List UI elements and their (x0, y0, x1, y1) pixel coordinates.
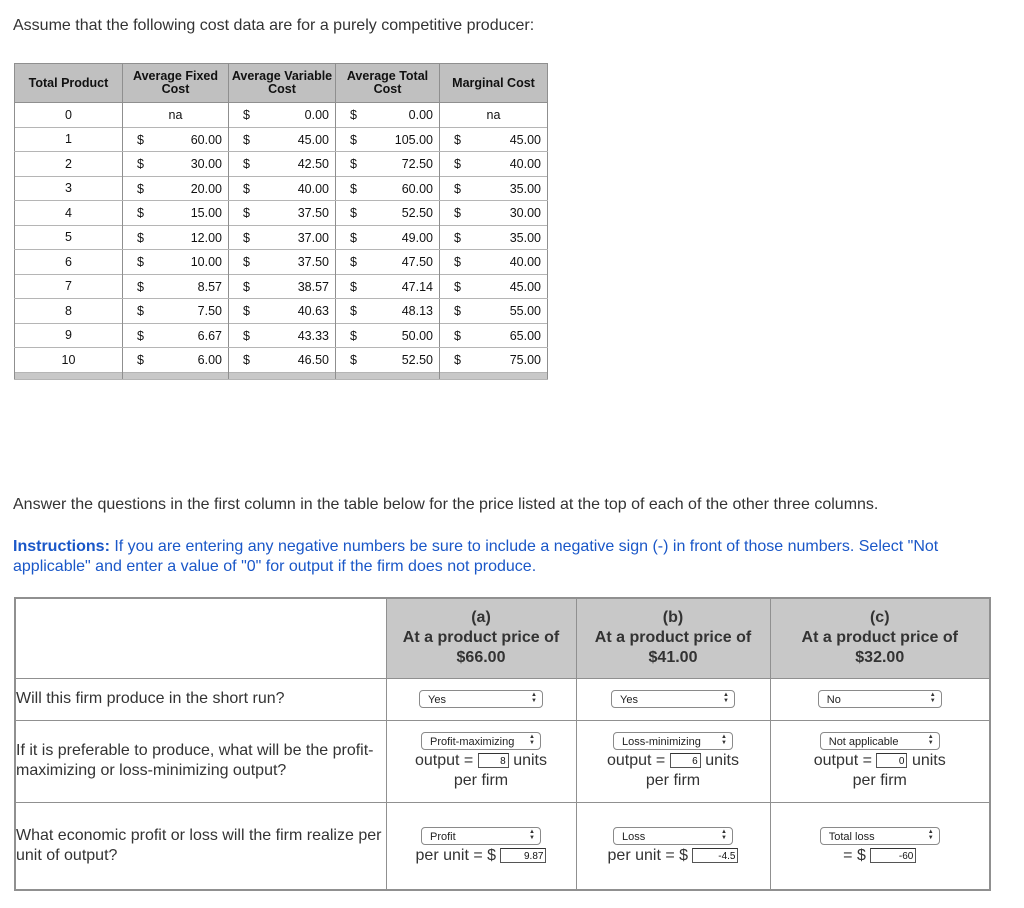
mc-cell (440, 323, 548, 348)
mc-value: 75.00 (509, 353, 541, 367)
currency-symbol: $ (350, 206, 357, 220)
header-average-fixed-cost: Average Fixed Cost (123, 64, 229, 103)
updown-arrow-icon: ▲ ▼ (529, 828, 535, 841)
avc-value: 0.00 (304, 108, 329, 122)
questions-header-row (15, 598, 990, 678)
column-a-letter: (a) (471, 609, 491, 627)
header-average-total-cost: Average Total Cost (336, 64, 440, 103)
output-input-a[interactable]: 8 (478, 753, 509, 768)
currency-symbol: $ (454, 255, 461, 269)
mc-value: 40.00 (509, 157, 541, 171)
afc-value: 20.00 (190, 181, 222, 196)
currency-symbol: $ (454, 353, 461, 367)
avc-cell (229, 103, 336, 128)
currency-symbol: $ (350, 255, 357, 269)
avc-value: 38.57 (297, 279, 329, 294)
total-product-cell: 9 (15, 323, 123, 348)
afc-value: 6.00 (197, 353, 222, 367)
column-b-price: $41.00 (648, 649, 698, 667)
answer-c-profit (770, 802, 990, 890)
answer-b-produce (576, 678, 770, 720)
questions-table (14, 597, 991, 891)
per-firm-label: per firm (852, 772, 907, 789)
profit-loss-select-c-value: Total loss (828, 830, 875, 843)
units-label: units (513, 752, 547, 769)
avc-cell (229, 176, 336, 201)
currency-symbol: $ (454, 206, 461, 220)
output-label: output = (607, 752, 666, 769)
profit-input-b[interactable]: -4.5 (692, 848, 738, 863)
currency-symbol: $ (243, 157, 250, 171)
currency-symbol: $ (350, 328, 357, 343)
cost-table-row (15, 348, 548, 373)
profit-label: per unit = $ (415, 846, 497, 864)
total-product-cell: 10 (15, 348, 123, 373)
currency-symbol: $ (137, 279, 144, 294)
questions-header-blank (15, 598, 386, 678)
atc-value: 0.00 (408, 108, 433, 122)
avc-cell (229, 152, 336, 177)
atc-cell (336, 323, 440, 348)
currency-symbol: $ (243, 206, 250, 220)
answer-c-produce (770, 678, 990, 720)
answer-b-profit (576, 802, 770, 890)
afc-cell (123, 201, 229, 226)
mc-cell (440, 127, 548, 152)
avc-value: 40.63 (297, 304, 329, 318)
cost-table-footer-row (15, 372, 548, 379)
afc-value: 15.00 (190, 206, 222, 220)
currency-symbol: $ (350, 157, 357, 171)
question-profit: What economic profit or loss will the firm realize per unit of output? (15, 802, 386, 890)
profit-line-b (577, 846, 770, 866)
atc-value: 50.00 (401, 328, 433, 343)
produce-select-c-value: No (826, 693, 841, 706)
total-product-cell: 4 (15, 201, 123, 226)
currency-symbol: $ (350, 181, 357, 196)
avc-value: 46.50 (297, 353, 329, 367)
output-input-c[interactable]: 0 (876, 753, 907, 768)
currency-symbol: $ (243, 328, 250, 343)
header-average-variable-cost: Average Variable Cost (229, 64, 336, 103)
column-c-letter: (c) (869, 609, 890, 627)
atc-cell (336, 103, 440, 128)
per-firm-label: per firm (645, 772, 701, 789)
question-row-profit (15, 802, 990, 890)
question-produce: Will this firm produce in the short run? (15, 678, 386, 720)
cost-table-row (15, 103, 548, 128)
updown-arrow-icon: ▲ ▼ (927, 828, 934, 841)
mc-cell (440, 225, 548, 250)
atc-cell (336, 250, 440, 275)
decision-select-b-value: Loss-minimizing (622, 735, 701, 748)
cost-table-row (15, 299, 548, 324)
mc-value: 55.00 (509, 304, 541, 318)
mc-value: 45.00 (509, 279, 541, 294)
total-product-cell: 2 (15, 152, 123, 177)
atc-value: 47.50 (401, 255, 433, 269)
atc-cell (336, 201, 440, 226)
currency-symbol: $ (350, 230, 357, 245)
currency-symbol: $ (243, 255, 250, 269)
currency-symbol: $ (137, 230, 144, 245)
mc-value: 40.00 (509, 255, 541, 269)
cost-table-row (15, 152, 548, 177)
atc-value: 105.00 (394, 132, 433, 147)
avc-cell (229, 299, 336, 324)
avc-value: 37.00 (297, 230, 329, 245)
cost-table-row (15, 250, 548, 275)
updown-arrow-icon: ▲ ▼ (721, 733, 727, 746)
na-value: na (168, 108, 183, 122)
afc-cell (123, 103, 229, 128)
mc-cell (440, 250, 548, 275)
instructions-body: If you are entering any negative numbers be sure to include a negative sign (-) in front of those numbers. Select "Not applicable" and enter a value of "0" for output if the firm does not produce. (13, 538, 939, 575)
currency-symbol: $ (243, 353, 250, 367)
cost-table-container (14, 63, 547, 380)
currency-symbol: $ (137, 353, 144, 367)
intro-text: Assume that the following cost data are for a purely competitive producer: (13, 17, 535, 34)
atc-cell (336, 176, 440, 201)
currency-symbol: $ (243, 181, 250, 196)
total-product-cell: 1 (15, 127, 123, 152)
currency-symbol: $ (350, 279, 357, 294)
updown-arrow-icon: ▲ ▼ (723, 691, 729, 704)
currency-symbol: $ (454, 181, 461, 196)
cost-table (14, 63, 548, 380)
column-b-letter: (b) (662, 609, 684, 627)
question-row-output (15, 720, 990, 802)
currency-symbol: $ (137, 206, 144, 220)
currency-symbol: $ (454, 304, 461, 318)
afc-value: 12.00 (190, 230, 222, 245)
currency-symbol: $ (350, 304, 357, 318)
column-b-price-line: At a product price of (594, 629, 752, 647)
atc-cell (336, 225, 440, 250)
question-output: If it is preferable to produce, what will be the profit-maximizing or loss-minimizing output? (15, 720, 386, 802)
profit-loss-select-a-value: Profit (430, 830, 456, 843)
cost-table-row (15, 225, 548, 250)
atc-value: 52.50 (401, 353, 433, 367)
updown-arrow-icon: ▲ ▼ (929, 691, 936, 704)
afc-cell (123, 127, 229, 152)
avc-value: 37.50 (297, 206, 329, 220)
output-line-c (771, 751, 990, 771)
afc-cell (123, 250, 229, 275)
column-b-header (576, 598, 770, 678)
mc-cell (440, 348, 548, 373)
produce-select-c[interactable] (818, 690, 942, 708)
currency-symbol: $ (454, 328, 461, 343)
profit-loss-select-b[interactable] (613, 827, 733, 845)
currency-symbol: $ (137, 157, 144, 171)
header-total-product: Total Product (15, 64, 123, 103)
updown-arrow-icon: ▲ ▼ (531, 691, 537, 704)
footer-cell (123, 372, 229, 379)
currency-symbol: $ (243, 108, 250, 122)
cost-table-row (15, 323, 548, 348)
header-marginal-cost: Marginal Cost (440, 64, 548, 103)
column-c-price: $32.00 (855, 649, 905, 667)
mc-cell (440, 274, 548, 299)
produce-select-b-value: Yes (620, 693, 638, 706)
mc-value: 30.00 (509, 206, 541, 220)
currency-symbol: $ (243, 304, 250, 318)
avc-cell (229, 323, 336, 348)
cost-table-row (15, 201, 548, 226)
profit-input-a[interactable]: 9.87 (500, 848, 546, 863)
total-product-cell: 8 (15, 299, 123, 324)
atc-cell (336, 274, 440, 299)
avc-value: 42.50 (297, 157, 329, 171)
atc-cell (336, 299, 440, 324)
na-value: na (486, 108, 501, 122)
avc-cell (229, 127, 336, 152)
total-product-cell: 6 (15, 250, 123, 275)
profit-label: per unit = $ (607, 846, 689, 864)
afc-value: 7.50 (197, 304, 222, 318)
avc-cell (229, 225, 336, 250)
profit-line-a (387, 846, 576, 866)
afc-cell (123, 176, 229, 201)
mc-cell (440, 103, 548, 128)
mc-value: 65.00 (509, 328, 541, 343)
mc-value: 45.00 (509, 132, 541, 147)
output-line-b (577, 751, 770, 771)
decision-select-c-value: Not applicable (828, 735, 899, 748)
afc-cell (123, 299, 229, 324)
afc-cell (123, 274, 229, 299)
currency-symbol: $ (350, 108, 357, 122)
profit-line-c (771, 846, 990, 866)
mc-value: 35.00 (509, 181, 541, 196)
atc-value: 49.00 (401, 230, 433, 245)
mc-value: 35.00 (509, 230, 541, 245)
afc-cell (123, 323, 229, 348)
currency-symbol: $ (137, 255, 144, 269)
per-firm-label: per firm (453, 772, 509, 789)
column-a-header (386, 598, 576, 678)
column-a-price: $66.00 (456, 649, 506, 667)
column-c-price-line: At a product price of (801, 629, 958, 647)
column-c-header (770, 598, 990, 678)
profit-input-c[interactable]: -60 (870, 848, 916, 863)
avc-cell (229, 274, 336, 299)
total-product-cell: 5 (15, 225, 123, 250)
decision-select-a-value: Profit-maximizing (430, 735, 515, 748)
answer-a-output (386, 720, 576, 802)
currency-symbol: $ (350, 132, 357, 147)
avc-value: 37.50 (297, 255, 329, 269)
currency-symbol: $ (243, 279, 250, 294)
atc-value: 60.00 (401, 181, 433, 196)
currency-symbol: $ (454, 157, 461, 171)
profit-label: = $ (843, 846, 866, 864)
footer-cell (440, 372, 548, 379)
produce-select-b[interactable] (611, 690, 735, 708)
column-a-price-line: At a product price of (402, 629, 560, 647)
answer-c-output (770, 720, 990, 802)
footer-cell (15, 372, 123, 379)
avc-cell (229, 250, 336, 275)
currency-symbol: $ (137, 304, 144, 318)
total-product-cell: 3 (15, 176, 123, 201)
atc-value: 47.14 (401, 279, 433, 294)
updown-arrow-icon: ▲ ▼ (721, 828, 727, 841)
afc-value: 8.57 (197, 279, 222, 294)
profit-loss-select-c[interactable] (820, 827, 940, 845)
mc-cell (440, 152, 548, 177)
atc-value: 72.50 (401, 157, 433, 171)
mc-cell (440, 176, 548, 201)
updown-arrow-icon: ▲ ▼ (529, 733, 535, 746)
atc-cell (336, 152, 440, 177)
footer-cell (229, 372, 336, 379)
answer-intro-text: Answer the questions in the first column in the table below for the price listed at the top of each of the other three columns. (13, 496, 879, 513)
currency-symbol: $ (137, 181, 144, 196)
currency-symbol: $ (137, 328, 144, 343)
units-label: units (705, 752, 739, 769)
profit-loss-select-a[interactable] (421, 827, 541, 845)
atc-cell (336, 127, 440, 152)
mc-cell (440, 299, 548, 324)
question-row-produce (15, 678, 990, 720)
currency-symbol: $ (137, 132, 144, 147)
produce-select-a-value: Yes (428, 693, 446, 706)
atc-value: 52.50 (401, 206, 433, 220)
afc-cell (123, 348, 229, 373)
units-label: units (911, 752, 946, 769)
avc-value: 40.00 (297, 181, 329, 196)
cost-table-row (15, 127, 548, 152)
currency-symbol: $ (454, 279, 461, 294)
currency-symbol: $ (350, 353, 357, 367)
output-input-b[interactable]: 6 (670, 753, 701, 768)
output-label: output = (813, 752, 873, 769)
avc-value: 43.33 (297, 328, 329, 343)
cost-table-row (15, 176, 548, 201)
answer-a-produce (386, 678, 576, 720)
instructions-label: Instructions: (13, 538, 110, 555)
output-label: output = (415, 752, 474, 769)
mc-cell (440, 201, 548, 226)
currency-symbol: $ (454, 230, 461, 245)
avc-cell (229, 201, 336, 226)
atc-cell (336, 348, 440, 373)
cost-table-body (15, 103, 548, 380)
afc-cell (123, 152, 229, 177)
footer-cell (336, 372, 440, 379)
currency-symbol: $ (243, 230, 250, 245)
output-line-a (387, 751, 576, 771)
decision-select-a[interactable] (421, 732, 541, 750)
atc-value: 48.13 (401, 304, 433, 318)
decision-select-b[interactable] (613, 732, 733, 750)
updown-arrow-icon: ▲ ▼ (927, 733, 934, 746)
currency-symbol: $ (454, 132, 461, 147)
avc-value: 45.00 (297, 132, 329, 147)
afc-value: 30.00 (190, 157, 222, 171)
afc-value: 60.00 (190, 132, 222, 147)
profit-loss-select-b-value: Loss (622, 830, 646, 843)
answer-b-output (576, 720, 770, 802)
afc-cell (123, 225, 229, 250)
afc-value: 6.67 (197, 328, 222, 343)
total-product-cell: 0 (15, 103, 123, 128)
avc-cell (229, 348, 336, 373)
produce-select-a[interactable] (419, 690, 543, 708)
total-product-cell: 7 (15, 274, 123, 299)
answer-a-profit (386, 802, 576, 890)
instructions-text (13, 537, 1013, 577)
currency-symbol: $ (243, 132, 250, 147)
cost-table-header-row (15, 64, 548, 103)
cost-table-row (15, 274, 548, 299)
decision-select-c[interactable] (820, 732, 940, 750)
afc-value: 10.00 (190, 255, 222, 269)
